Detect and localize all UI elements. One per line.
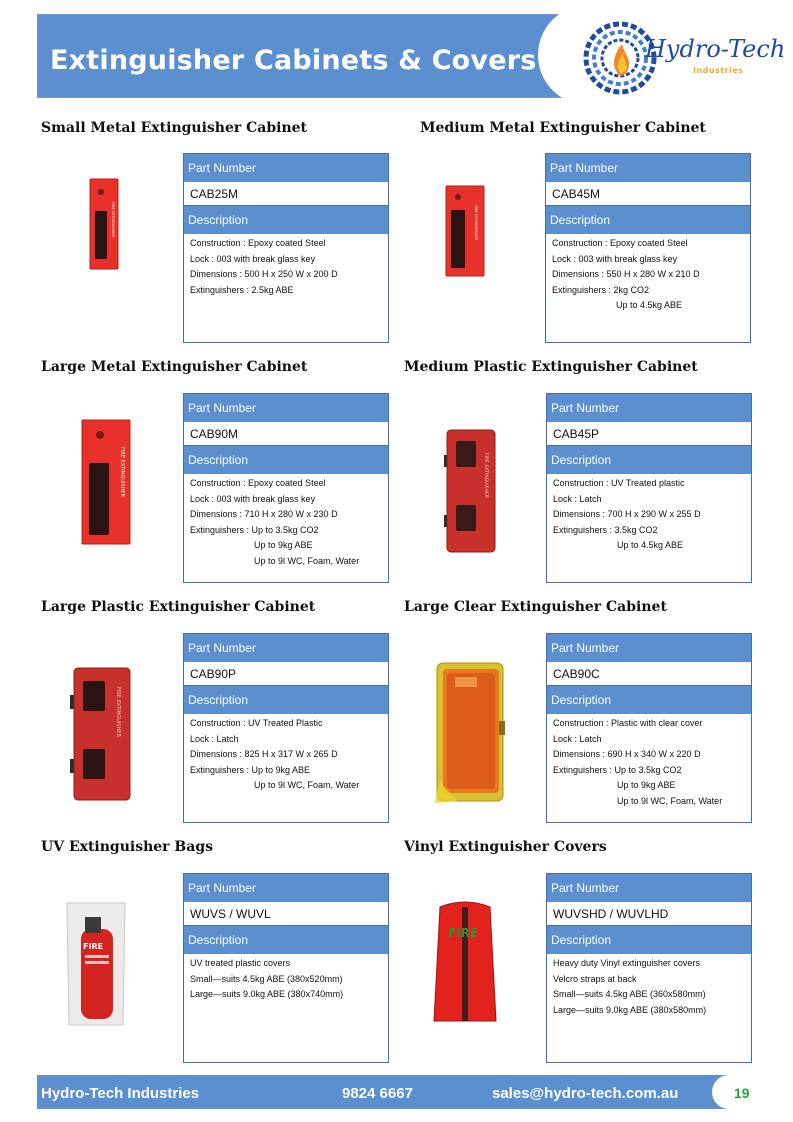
- part-number-value: WUVS / WUVL: [184, 902, 388, 926]
- product-image: [429, 661, 509, 810]
- product-title: Large Plastic Extinguisher Cabinet: [41, 599, 316, 615]
- cover-label-text: FIRE: [448, 926, 479, 940]
- cabinet-label-text: FIRE EXTINGUISHER: [111, 202, 115, 237]
- description-line: Velcro straps at back: [553, 973, 637, 984]
- product-image: [89, 178, 119, 275]
- description-line: Construction : UV Treated Plastic: [190, 718, 323, 728]
- info-card: [183, 153, 389, 343]
- cabinet-label-text: FIRE EXTINGUISHER: [119, 447, 125, 497]
- product-image: [61, 899, 131, 1034]
- description-text: [547, 474, 751, 554]
- product-large-plastic-cabinet: [41, 599, 401, 829]
- description-line: Lock : 003 with break glass key: [190, 253, 316, 264]
- description-line: Small—suits 4.5kg ABE (360x580mm): [553, 989, 706, 999]
- product-small-metal-cabinet: [41, 120, 401, 350]
- product-image: [428, 901, 502, 1030]
- part-number-header: Part Number: [547, 634, 751, 662]
- description-line: Construction : UV Treated plastic: [553, 478, 685, 488]
- description-line: Extinguishers : Up to 9kg ABE: [190, 764, 311, 775]
- product-image: [442, 429, 498, 558]
- description-line: Construction : Epoxy coated Steel: [190, 238, 326, 248]
- description-line: Construction : Epoxy coated Steel: [190, 478, 326, 488]
- description-line: Dimensions : 825 H x 317 W x 265 D: [190, 749, 338, 759]
- description-line: Construction : Plastic with clear cover: [553, 718, 703, 728]
- product-title: Small Metal Extinguisher Cabinet: [41, 120, 307, 136]
- product-vinyl-extinguisher-covers: [404, 839, 764, 1069]
- product-medium-metal-cabinet: [420, 120, 780, 350]
- description-line: Dimensions : 690 H x 340 W x 220 D: [553, 749, 701, 759]
- header-banner: [37, 14, 597, 98]
- description-line: Lock : Latch: [190, 733, 239, 744]
- description-text: [184, 954, 388, 1003]
- description-text: [184, 714, 388, 794]
- description-header: Description: [547, 926, 751, 954]
- product-title: Large Clear Extinguisher Cabinet: [404, 599, 667, 615]
- cabinet-label-text: FIRE EXTINGUISHER: [115, 687, 121, 737]
- logo-wordmark: Hydro-Tech: [645, 35, 786, 63]
- part-number-header: Part Number: [184, 874, 388, 902]
- product-large-clear-cabinet: [404, 599, 764, 829]
- info-card: [546, 873, 752, 1063]
- part-number-header: Part Number: [547, 394, 751, 422]
- description-line: Lock : Latch: [553, 493, 602, 504]
- part-number-header: Part Number: [184, 154, 388, 182]
- page-title: Extinguisher Cabinets & Covers: [50, 45, 537, 76]
- cabinet-label-text: FIRE EXTINGUISHER: [474, 205, 478, 240]
- page-footer: [37, 1075, 754, 1109]
- part-number-value: CAB90M: [184, 422, 388, 446]
- part-number-header: Part Number: [546, 154, 750, 182]
- description-line: Construction : Epoxy coated Steel: [552, 238, 688, 248]
- description-text: [547, 714, 751, 809]
- info-card: [183, 873, 389, 1063]
- description-line: Up to 9kg ABE: [254, 540, 313, 550]
- description-line: Lock : 003 with break glass key: [190, 493, 316, 504]
- description-line: UV treated plastic covers: [190, 958, 291, 968]
- description-line: Dimensions : 710 H x 280 W x 230 D: [190, 509, 338, 519]
- description-text: [547, 954, 751, 1018]
- product-title: Large Metal Extinguisher Cabinet: [41, 359, 308, 375]
- info-card: [183, 633, 389, 823]
- description-line: Large—suits 9.0kg ABE (380x580mm): [553, 1004, 707, 1015]
- product-title: Medium Plastic Extinguisher Cabinet: [404, 359, 698, 375]
- part-number-value: CAB90C: [547, 662, 751, 686]
- page-number: 19: [734, 1085, 750, 1101]
- description-line: Up to 9l WC, Foam, Water: [617, 795, 723, 806]
- product-uv-extinguisher-bags: [41, 839, 401, 1069]
- description-header: Description: [546, 206, 750, 234]
- product-image: [69, 667, 133, 806]
- description-header: Description: [184, 686, 388, 714]
- description-line: Dimensions : 700 H x 290 W x 255 D: [553, 509, 701, 519]
- description-line: Small—suits 4.5kg ABE (380x520mm): [190, 973, 343, 984]
- product-title: Vinyl Extinguisher Covers: [404, 839, 607, 855]
- page-number-tab: [712, 1075, 754, 1109]
- part-number-value: CAB25M: [184, 182, 388, 206]
- info-card: [546, 393, 752, 583]
- part-number-value: WUVSHD / WUVLHD: [547, 902, 751, 926]
- part-number-value: CAB45P: [547, 422, 751, 446]
- footer-email-address: sales@hydro-tech.com.au: [492, 1085, 679, 1102]
- part-number-header: Part Number: [547, 874, 751, 902]
- part-number-header: Part Number: [184, 394, 388, 422]
- product-image: [445, 185, 487, 282]
- description-line: Up to 4.5kg ABE: [616, 300, 683, 310]
- description-line: Up to 9l WC, Foam, Water: [254, 555, 360, 566]
- description-line: Extinguishers : 3.5kg CO2: [553, 524, 658, 535]
- description-line: Lock : Latch: [553, 733, 602, 744]
- info-card: [546, 633, 752, 823]
- product-image: [81, 419, 133, 550]
- description-text: [184, 474, 388, 569]
- description-line: Dimensions : 550 H x 280 W x 210 D: [552, 269, 700, 279]
- description-header: Description: [547, 686, 751, 714]
- description-line: Extinguishers : Up to 3.5kg CO2: [553, 764, 682, 775]
- description-line: Heavy duty Vinyl extinguisher covers: [553, 958, 700, 968]
- description-line: Up to 4.5kg ABE: [617, 540, 684, 550]
- part-number-value: CAB45M: [546, 182, 750, 206]
- part-number-value: CAB90P: [184, 662, 388, 686]
- description-line: Lock : 003 with break glass key: [552, 253, 678, 264]
- product-large-metal-cabinet: [41, 359, 401, 589]
- description-line: Up to 9l WC, Foam, Water: [254, 780, 360, 790]
- description-text: [184, 234, 388, 298]
- description-header: Description: [184, 926, 388, 954]
- description-text: [546, 234, 750, 314]
- description-header: Description: [184, 206, 388, 234]
- description-line: Extinguishers : 2kg CO2: [552, 284, 650, 295]
- description-line: Extinguishers : 2.5kg ABE: [190, 284, 294, 295]
- description-header: Description: [184, 446, 388, 474]
- product-medium-plastic-cabinet: [404, 359, 764, 589]
- footer-phone-number: 9824 6667: [342, 1085, 413, 1102]
- logo-subtext: Industries: [693, 66, 744, 75]
- description-line: Dimensions : 500 H x 250 W x 200 D: [190, 269, 338, 279]
- description-line: Up to 9kg ABE: [617, 780, 676, 790]
- description-header: Description: [547, 446, 751, 474]
- info-card: [183, 393, 389, 583]
- cabinet-label-text: FIRE EXTINGUISHER: [483, 453, 488, 498]
- product-title: Medium Metal Extinguisher Cabinet: [420, 120, 706, 136]
- footer-company-name: Hydro-Tech Industries: [41, 1085, 200, 1102]
- bag-label-text: FIRE: [83, 942, 104, 951]
- part-number-header: Part Number: [184, 634, 388, 662]
- info-card: [545, 153, 751, 343]
- product-title: UV Extinguisher Bags: [41, 839, 214, 855]
- description-line: Extinguishers : Up to 3.5kg CO2: [190, 524, 319, 535]
- description-line: Large—suits 9.0kg ABE (380x740mm): [190, 989, 344, 999]
